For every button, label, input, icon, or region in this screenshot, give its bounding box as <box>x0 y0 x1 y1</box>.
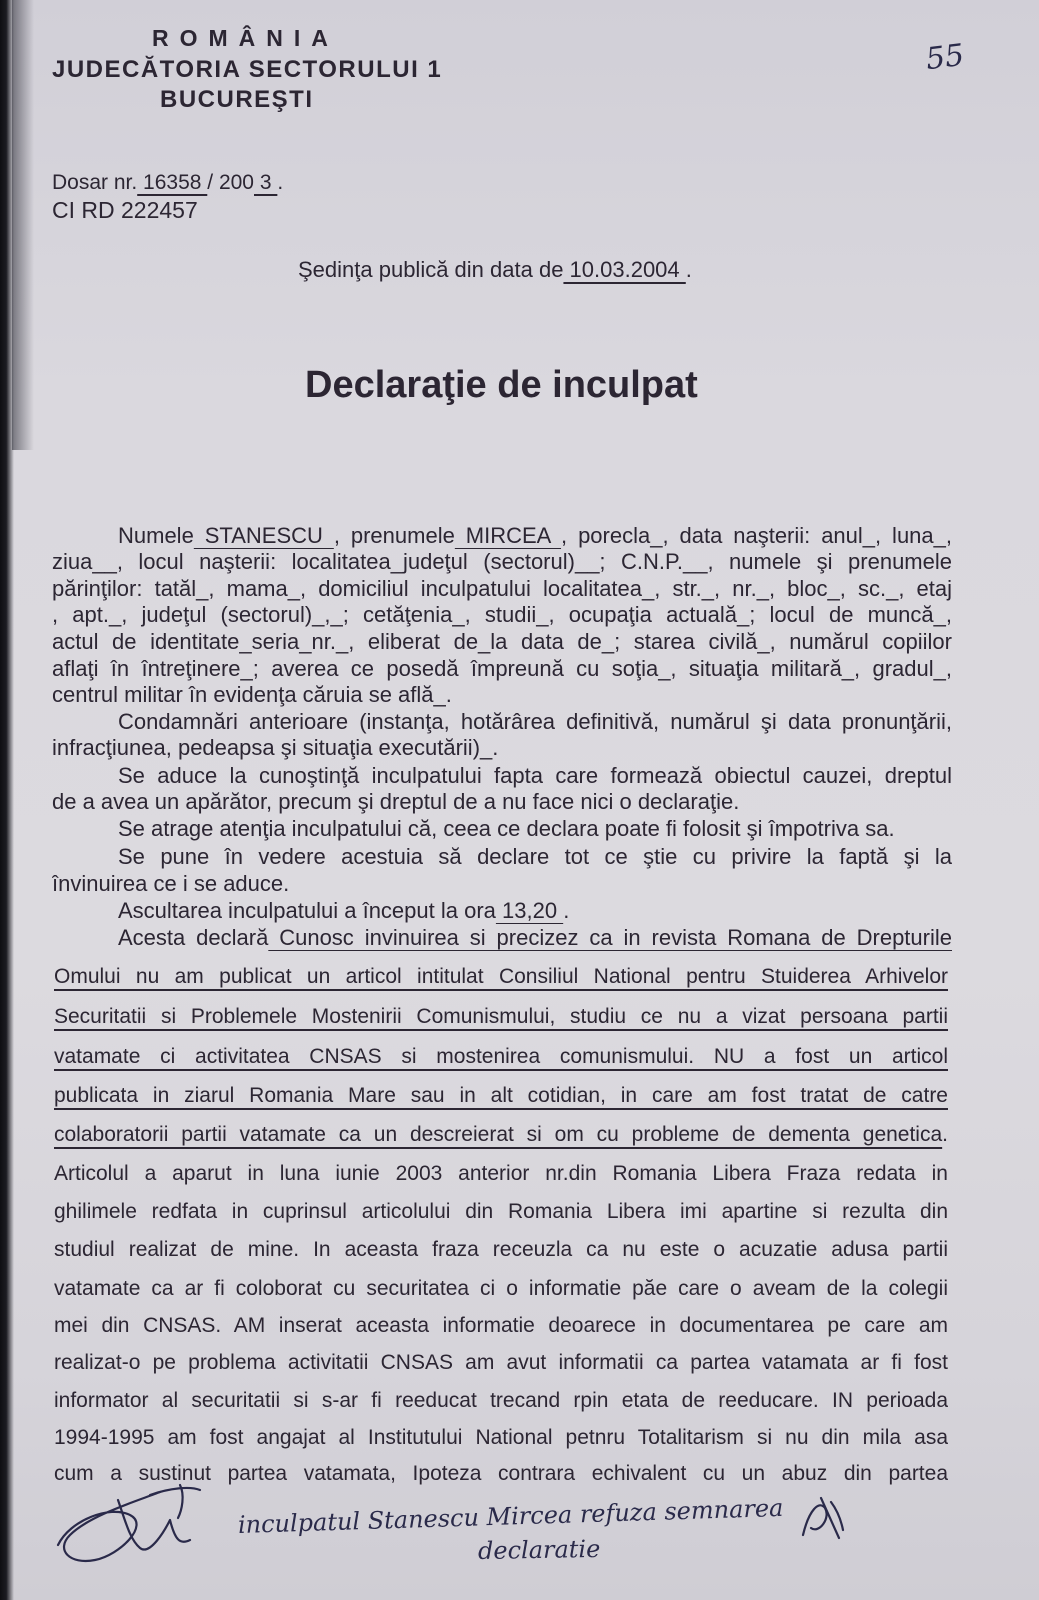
instruction-line: învinuirea ce i se aduce. <box>52 871 290 896</box>
statement-line <box>54 1119 948 1151</box>
handwritten-note-line: declaratie <box>477 1534 601 1565</box>
identity-line: actul de identitate_seria_nr._, eliberat de_la data de_; starea civilă_, numărul copiilor <box>52 629 952 654</box>
document-title: Declaraţie de inculpat <box>305 364 698 406</box>
firstname-label: , prenumele <box>333 523 455 548</box>
clerk-signature <box>40 1470 220 1570</box>
header-country: ROMÂNIA <box>152 25 339 51</box>
statement-continuation-line: realizat-o pe problema activitatii CNSAS am avut informatii ca partea vatamata ar fi fost <box>54 1351 948 1374</box>
statement-text: Securitatii si Problemele Mostenirii Comunismului, studiu ce nu a vizat persoana partii <box>54 1005 948 1028</box>
hearing-start-end: . <box>563 898 570 923</box>
case-file-number <box>52 170 283 196</box>
header-court: JUDECĂTORIA SECTORULUI 1 <box>52 56 443 83</box>
case-file-label: Dosar nr. <box>52 171 138 194</box>
rights-notice-line: de a avea un apărător, precum şi dreptul de a nu face nici o declaraţie. <box>52 789 740 814</box>
identity-line: ziua__, locul naşterii: localitatea_judeţul (sectorul)__; C.N.P.__, numele şi prenumele <box>52 549 952 574</box>
statement-text: publicata in ziarul Romania Mare sau in alt cotidian, in care am fost tratat de catre <box>54 1084 948 1107</box>
statement-continuation-line: cum a sustinut partea vatamata, Ipoteza contrara echivalent cu un abuz din partea <box>54 1462 948 1485</box>
session-date: 10.03.2004 <box>563 257 686 282</box>
ci-number: CI RD 222457 <box>52 197 198 223</box>
session-date-line <box>298 257 692 283</box>
case-file-separator: / 200 <box>207 171 254 194</box>
statement-continuation-line: vatamate ca ar fi coloborat cu securitatea ci o informatie păe care o aveam de la colegii <box>54 1277 948 1300</box>
statement-line <box>54 1001 948 1033</box>
rights-notice-line: Se aduce la cunoştinţă inculpatului fapta care formează obiectul cauzei, dreptul <box>118 763 952 788</box>
statement-text: Omului nu am publicat un articol intitulat Consiliul National pentru Stuiderea Arhivelor <box>54 965 948 988</box>
session-label: Şedinţa publică din data de <box>298 257 564 282</box>
hearing-start-time: 13,20 <box>495 898 564 923</box>
identity-line: centrul militar în evidenţa căruia se află_. <box>52 682 452 707</box>
prior-convictions-line: infracţiunea, pedeapsa şi situaţia executării)_. <box>52 735 499 760</box>
judge-initials-signature <box>795 1490 850 1550</box>
statement-text: Cunosc invinuirea si precizez ca in revista Romana de Drepturile <box>268 925 952 950</box>
hearing-start-line <box>52 898 952 924</box>
surname-label: Numele <box>118 523 194 548</box>
identity-line <box>52 523 952 549</box>
case-file-end: . <box>277 171 284 194</box>
statement-continuation-line: 1994-1995 am fost angajat al Institutului National petnru Totalitarism si nu din mila asa <box>54 1426 948 1449</box>
statement-continuation-line: ghilimele redfata in cuprinsul articolului din Romania Libera imi apartine si rezulta din <box>54 1200 948 1223</box>
handwritten-note-line: inculpatul Stanescu Mircea refuza semnarea <box>237 1493 784 1539</box>
statement-label: Acesta declară <box>118 925 269 950</box>
identity-line: , apt._, judeţul (sectorul)_,_; cetăţenia_, studii_, ocupaţia actuală_; locul de muncă_, <box>52 602 952 627</box>
statement-continuation-line: studiul realizat de mine. In aceasta fraza receuzla ca nu este o acuzatie adusa partii <box>54 1238 948 1261</box>
scan-binding-shadow <box>12 0 34 450</box>
statement-line <box>54 961 948 993</box>
statement-line <box>54 1041 948 1073</box>
statement-continuation-line: informator al securitatii si s-ar fi reeducat trecand rpin etata de reeducare. IN perioada <box>54 1389 948 1412</box>
statement-line <box>54 1080 948 1112</box>
header-city: BUCUREŞTI <box>160 86 314 113</box>
handwritten-folio-number: 55 <box>923 37 967 78</box>
session-end: . <box>685 257 692 282</box>
statement-first-line <box>52 925 952 951</box>
statement-period: . <box>942 1123 948 1146</box>
firstname-value: MIRCEA <box>454 523 562 548</box>
statement-text: colaboratorii partii vatamate ca un descreierat si om cu probleme de dementa genetica <box>54 1123 943 1146</box>
hearing-start-label: Ascultarea inculpatului a început la ora <box>118 898 496 923</box>
surname-value: STANESCU <box>193 523 334 548</box>
identity-line: aflaţi în întreţinere_; averea ce posedă împreună cu soţia_, situaţia militară_, gradul_, <box>52 656 952 681</box>
case-file-number-value: 16358 <box>137 171 208 194</box>
identity-line: părinţilor: tatăl_, mama_, domiciliul inculpatului localitatea_, str._, nr._, bloc_, sc._, etaj <box>52 576 952 601</box>
statement-continuation-line: mei din CNSAS. AM inserat aceasta informatie deoarece in documentarea pe care am <box>54 1314 948 1337</box>
instruction-line: Se pune în vedere acestuia să declare tot ce ştie cu privire la faptă şi la <box>118 844 952 869</box>
statement-text: vatamate ci activitatea CNSAS si mostenirea comunismului. NU a fost un articol <box>54 1045 948 1068</box>
identity-fields-text: , porecla_, data naşterii: anul_, luna_, <box>561 523 952 548</box>
statement-continuation-line: Articolul a aparut in luna iunie 2003 anterior nr.din Romania Libera Fraza redata in <box>54 1162 948 1185</box>
case-file-year-digit: 3 <box>254 171 278 194</box>
warning-line: Se atrage atenţia inculpatului că, ceea ce declara poate fi folosit şi împotriva sa. <box>118 816 895 841</box>
prior-convictions-line: Condamnări anterioare (instanţa, hotărârea definitivă, numărul şi data pronunţării, <box>118 709 952 734</box>
